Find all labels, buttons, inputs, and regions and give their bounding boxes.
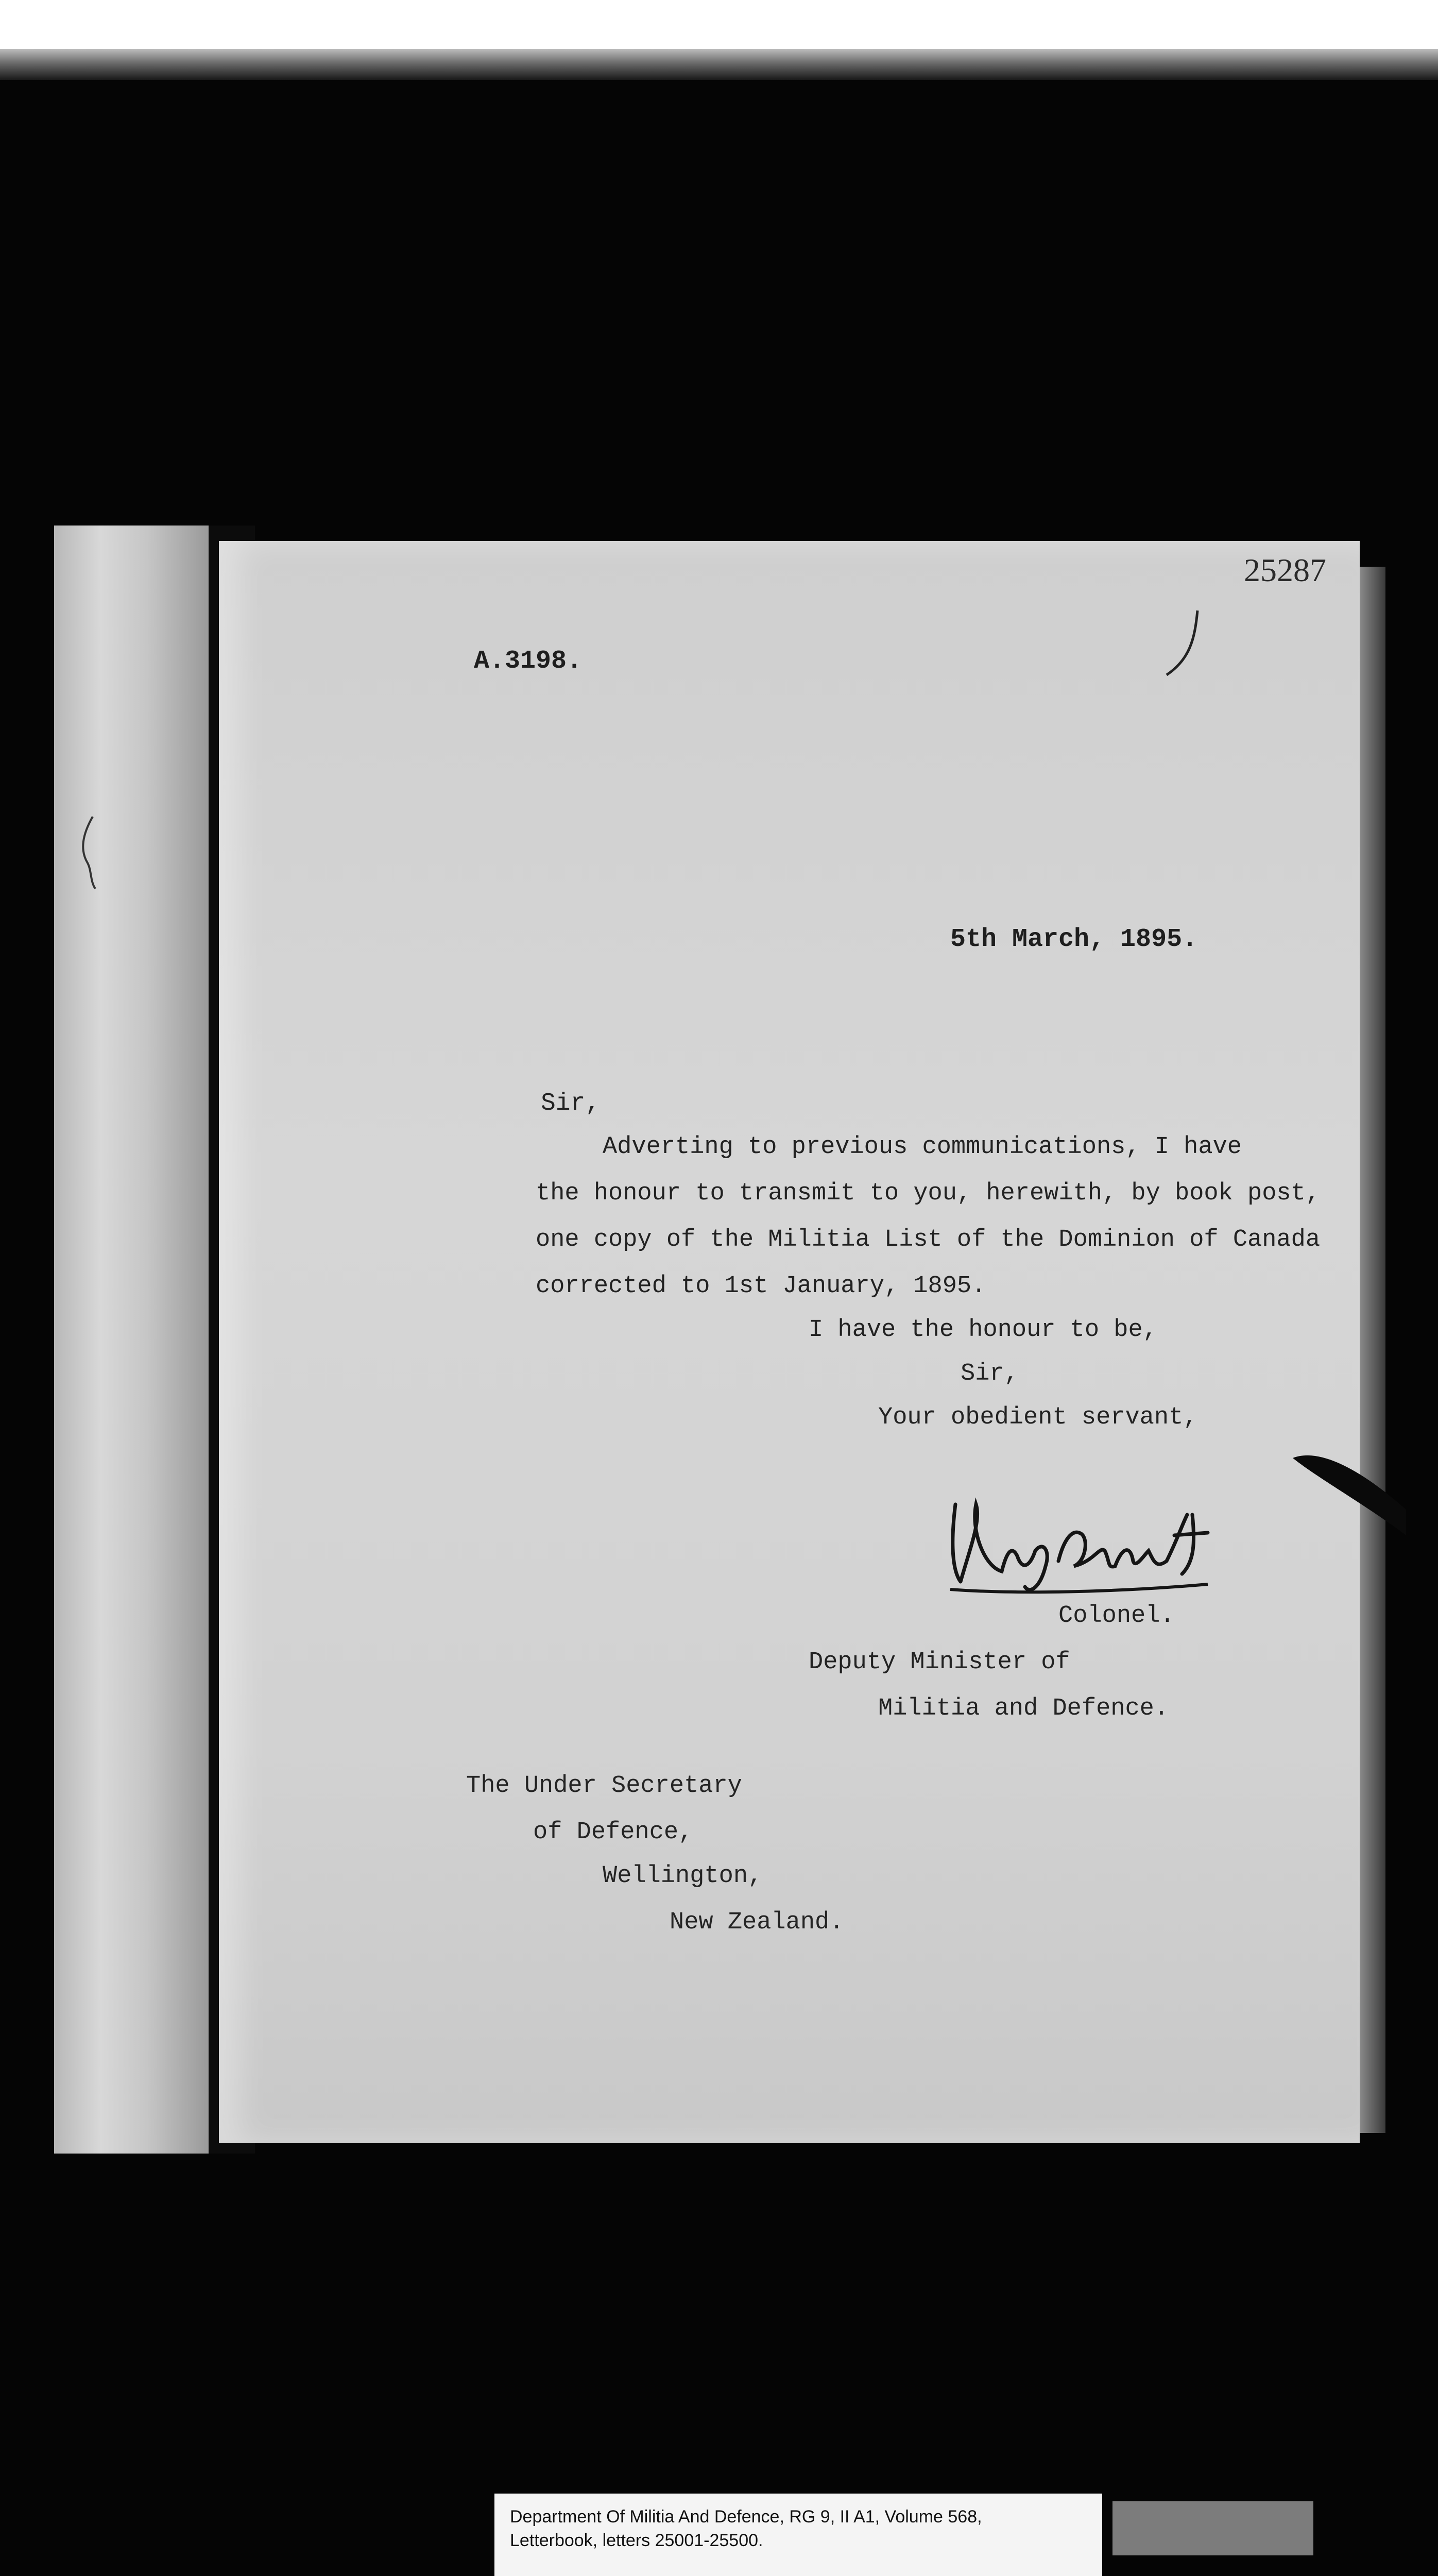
facing-page-strip [54, 526, 209, 2154]
signer-title: Militia and Defence. [878, 1695, 1169, 1722]
archive-citation-line: Department Of Militia And Defence, RG 9, II A1, Volume 568, [510, 2507, 982, 2527]
addressee-line: The Under Secretary [466, 1772, 742, 1800]
addressee-line: Wellington, [603, 1862, 763, 1890]
pencil-mark-icon [77, 814, 98, 891]
body-line: Adverting to previous communications, I have [603, 1133, 1242, 1161]
archive-side-label [1112, 2501, 1313, 2555]
letter-date: 5th March, 1895. [950, 925, 1198, 954]
letter-page [219, 541, 1360, 2143]
folio-number: 25287 [1244, 552, 1326, 588]
handwritten-signature [940, 1484, 1228, 1602]
body-line: one copy of the Militia List of the Dominion of Canada [536, 1226, 1321, 1253]
closing-line: Sir, [961, 1360, 1019, 1387]
body-line: the honour to transmit to you, herewith, by book post, [536, 1180, 1321, 1207]
body-line: corrected to 1st January, 1895. [536, 1273, 986, 1300]
addressee-line: of Defence, [533, 1819, 693, 1846]
scan-top-edge [0, 49, 1438, 80]
pen-tip-icon [1288, 1448, 1406, 1535]
scan-top-margin [0, 0, 1438, 49]
signer-title: Deputy Minister of [809, 1649, 1070, 1676]
salutation: Sir, [541, 1090, 601, 1117]
addressee-line: New Zealand. [670, 1909, 844, 1936]
closing-line: Your obedient servant, [878, 1404, 1198, 1431]
page-edge [1360, 567, 1385, 2133]
archive-citation-line: Letterbook, letters 25001-25500. [510, 2531, 763, 2550]
archive-citation-label [494, 2494, 1102, 2576]
check-mark-icon [1161, 608, 1203, 680]
letter-reference: A.3198. [474, 647, 583, 676]
signer-rank: Colonel. [1058, 1602, 1175, 1630]
closing-line: I have the honour to be, [809, 1316, 1157, 1344]
